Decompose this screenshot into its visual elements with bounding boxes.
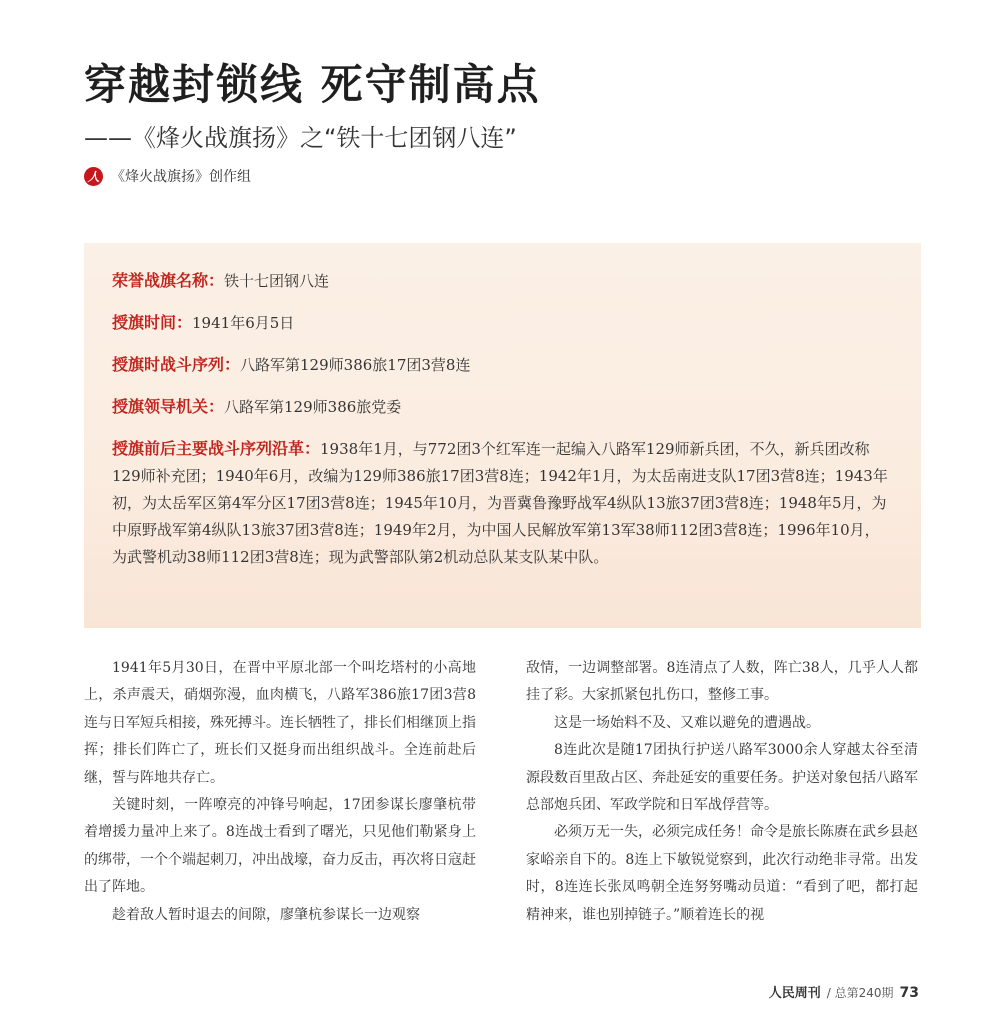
info-row-battle-order [112,351,891,379]
flag-info-box [84,243,921,628]
info-label: 授旗前后主要战斗序列沿革： [112,439,321,458]
page-number: 73 [899,985,919,1001]
info-value: 1938年1月，与772团3个红军连一起编入八路军129师新兵团，不久，新兵团改称129师补充团；1940年6月，改编为129师386旅17团3营8连；1942年1月，为太岳南进支队17团3营8连；1943年初，为太岳军区第4军分区17团3营8连；1945年10月，为晋冀鲁豫野战军4纵队13旅37团3营8连；1948年5月，为中原野战军第4纵队13旅37团3营8连；1949年2月，为中国人民解放军第13军38师112团3营8连；1996年10月，为武警机动38师112团3营8连；现为武警部队第2机动总队某支队某中队。 [112,440,888,566]
info-row-award-date [112,309,891,337]
body-paragraph: 关键时刻，一阵嘹亮的冲锋号响起，17团参谋长廖肇杭带着增援力量冲上来了。8连战士看到了曙光，只见他们勒紧身上的绑带，一个个端起刺刀，冲出战壕，奋力反击，再次将日寇赶出了阵地。 [84,797,476,896]
info-value: 八路军第129师386旅党委 [224,398,402,416]
byline-text: 《烽火战旗扬》创作组 [111,169,251,185]
issue-number: / 总第240期 [826,986,894,1000]
info-row-history [112,435,891,571]
page-footer [769,982,919,1001]
body-paragraph: 这是一场始料不及、又难以避免的遭遇战。 [554,714,820,731]
publication-logo-icon: 人 [84,167,103,186]
body-paragraph: 趁着敌人暂时退去的间隙，廖肇杭参谋长一边观察 [112,906,420,923]
body-paragraph: 8连此次是随17团执行护送八路军3000余人穿越太谷至清源段数百里敌占区、奔赴延安的重要任务。护送对象包括八路军总部炮兵团、军政学院和日军战俘营等。 [526,742,918,814]
info-value: 1941年6月5日 [192,314,295,332]
body-paragraph: 1941年5月30日，在晋中平原北部一个叫圪塔村的小高地上，杀声震天，硝烟弥漫，血肉横飞，八路军386旅17团3营8连与日军短兵相接，殊死搏斗。连长牺牲了，排长们相继顶上指挥；排长们阵亡了，班长们又挺身而出组织战斗。全连前赴后继，誓与阵地共存亡。 [84,660,476,786]
info-value: 铁十七团钢八连 [224,272,330,290]
body-paragraph: 敌情，一边调整部署。8连清点了人数，阵亡38人，几乎人人都挂了彩。大家抓紧包扎伤口，整修工事。 [526,660,918,704]
article-title: 穿越封锁线 死守制高点 [84,60,541,109]
article-subtitle: ——《烽火战旗扬》之“铁十七团钢八连” [84,124,517,152]
body-paragraph: 必须万无一失，必须完成任务！命令是旅长陈赓在武乡县赵家峪亲自下的。8连上下敏锐觉察到，此次行动绝非寻常。出发时，8连连长张凤鸣朝全连努努嘴动员道：“看到了吧，都打起精神来，谁也别掉链子。”顺着连长的视 [526,824,918,923]
byline [84,166,251,186]
body-column-right [526,655,918,929]
info-label: 授旗时间： [112,313,193,332]
info-row-flag-name [112,267,891,295]
info-value: 八路军第129师386旅17团3营8连 [240,356,471,374]
body-column-left [84,655,476,929]
magazine-name: 人民周刊 [768,986,821,1001]
info-label: 授旗领导机关： [112,397,225,416]
info-label: 荣誉战旗名称： [112,271,225,290]
info-row-leading-organ [112,393,891,421]
info-label: 授旗时战斗序列： [112,355,241,374]
